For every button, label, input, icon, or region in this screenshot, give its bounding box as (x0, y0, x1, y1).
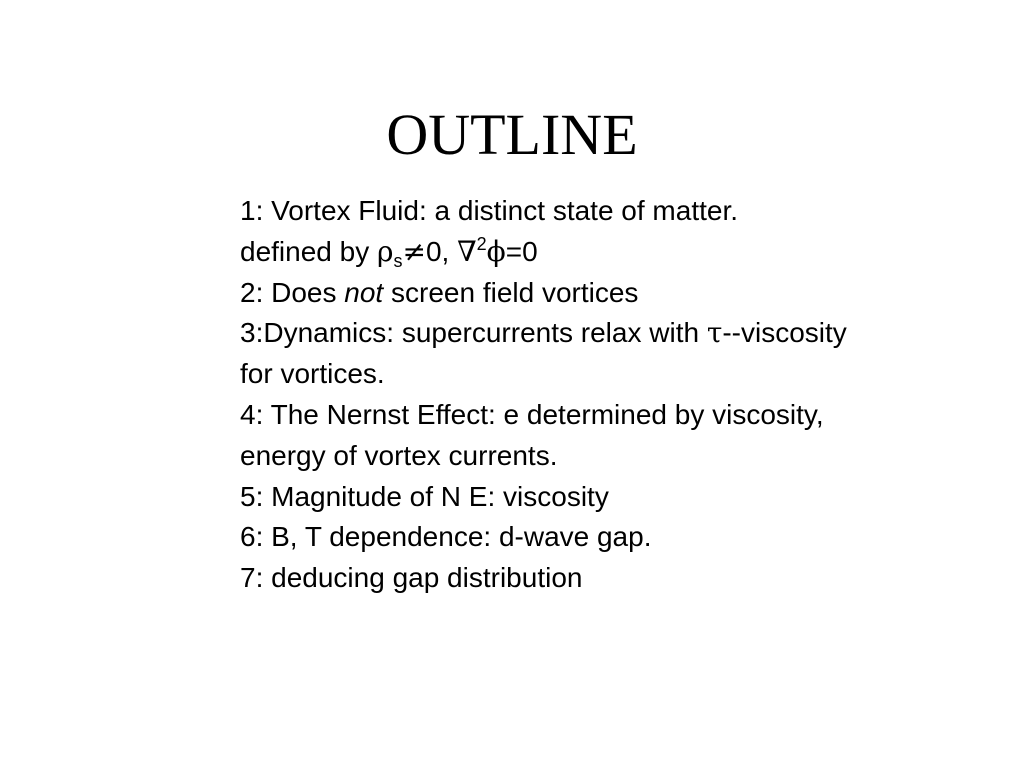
definition-prefix: defined by (240, 235, 377, 267)
tau-symbol: τ (706, 316, 723, 350)
equals-zero: =0 (505, 235, 538, 267)
outline-item-3-pre: 3:Dynamics: supercurrents relax with (240, 317, 707, 349)
outline-item-3-post: --viscosity (722, 317, 847, 349)
outline-item-5: 5: Magnitude of N E: viscosity (240, 480, 609, 512)
outline-item-3-continued: for vortices. (240, 358, 385, 390)
rho-symbol: ρ (377, 234, 394, 268)
outline-item-7: 7: deducing gap distribution (240, 562, 583, 594)
outline-item-2-pre: 2: Does (240, 276, 345, 308)
outline-item-2-emphasis: not (344, 276, 384, 308)
outline-item-6: 6: B, T dependence: d-wave gap. (240, 521, 652, 553)
squared-superscript: 2 (476, 233, 487, 254)
phi-symbol: ϕ (486, 234, 506, 268)
outline-item-4-continued: energy of vortex currents. (240, 439, 558, 471)
zero-value: 0, (425, 235, 458, 267)
outline-item-3 (240, 313, 1010, 354)
outline-list (240, 191, 1010, 599)
rho-subscript: s (393, 250, 403, 271)
slide-title: OUTLINE (386, 102, 638, 167)
outline-item-2 (240, 273, 1010, 314)
outline-item-1-definition (240, 232, 1010, 273)
outline-item-4: 4: The Nernst Effect: e determined by viscosity, (240, 398, 824, 430)
nabla-symbol: ∇ (457, 234, 477, 268)
not-equal-symbol: ≠ (402, 234, 426, 268)
outline-item-1: 1: Vortex Fluid: a distinct state of matter. (240, 195, 739, 226)
outline-item-2-post: screen field vortices (383, 276, 639, 308)
